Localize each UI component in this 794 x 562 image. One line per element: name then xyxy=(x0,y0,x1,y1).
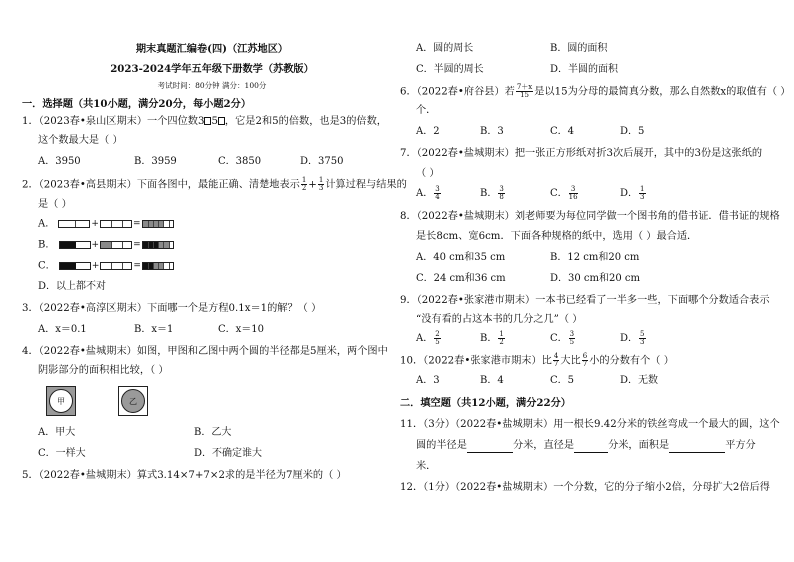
question-11-line3: 米． xyxy=(416,461,437,472)
question-7-line2: （ ） xyxy=(416,168,440,179)
q9-option-d[interactable]: D． $\frac{5}{3}$ xyxy=(620,330,645,346)
q4-option-d[interactable]: D．不确定谁大 xyxy=(194,448,263,459)
q1-text-a: 1．（2023春•泉山区期末）一个四位数3 xyxy=(22,116,205,127)
question-1-stem xyxy=(22,115,387,129)
fraction: $\frac{6}{7}$ xyxy=(582,352,588,368)
q9-option-a[interactable]: A． $\frac{2}{5}$ xyxy=(416,330,440,346)
question-8-stem: 8．（2022春•盐城期末）刘老师要为每位同学做一个图书角的借书证．借书证的规格 xyxy=(400,211,780,222)
question-9-line2: “没有看的占这本书的几分之几”（ ） xyxy=(416,314,583,325)
q6-option-c[interactable]: C．4 xyxy=(550,126,575,137)
question-7-stem: 7．（2022春•盐城期末）把一张正方形纸对折3次后展开，其中的3份是这张纸的 xyxy=(400,148,763,159)
question-11-line2: 圆的半径是 分米，直径是 分米，面积是 平方分 xyxy=(416,440,756,451)
q8-option-d[interactable]: D．30 cm和20 cm xyxy=(550,273,640,284)
q2-option-d[interactable]: D．以上都不对 xyxy=(38,281,107,292)
q10-option-b[interactable]: B．4 xyxy=(480,375,504,386)
bar-third-figure xyxy=(100,220,132,228)
question-2-line2: 是（ ） xyxy=(38,199,72,210)
answer-blank[interactable] xyxy=(574,441,608,453)
exam-meta: 考试时间：80分钟 满分：100分 xyxy=(157,81,267,90)
q6-option-d[interactable]: D．5 xyxy=(620,126,645,137)
q7-option-b[interactable]: B． $\frac{3}{8}$ xyxy=(480,185,504,201)
question-4-line2: 阴影部分的面积相比较，（ ） xyxy=(38,365,169,376)
question-6-line2: 个． xyxy=(416,105,437,116)
q3-option-b[interactable]: B．x＝1 xyxy=(134,324,174,335)
question-3-stem: 3．（2022春•高淳区期末）下面哪一个是方程0.1x＝1的解？（ ） xyxy=(22,303,322,314)
q1-option-a[interactable]: A．3950 xyxy=(38,156,81,167)
q1-option-b[interactable]: B．3959 xyxy=(134,156,177,167)
q2-text-b: 计算过程与结果的 xyxy=(325,179,407,191)
q2-option-b[interactable]: B． + = xyxy=(38,238,174,253)
q5-option-d[interactable]: D．半圆的面积 xyxy=(550,64,619,75)
q10-option-a[interactable]: A．3 xyxy=(416,375,440,386)
bar-half-figure xyxy=(59,262,91,270)
bar-half-figure xyxy=(59,241,91,249)
bar-result-figure xyxy=(142,262,174,270)
q4-option-a[interactable]: A．甲大 xyxy=(38,427,76,438)
q5-option-c[interactable]: C．半圆的周长 xyxy=(416,64,484,75)
bar-result-figure xyxy=(142,241,174,249)
question-4-stem: 4．（2022春•盐城期末）如图，甲图和乙图中两个圆的半径都是5厘米，两个图中 xyxy=(22,346,388,357)
q7-option-a[interactable]: A． $\frac{3}{4}$ xyxy=(416,185,440,201)
bar-half-figure xyxy=(58,220,90,228)
figure-yi-label: 乙 xyxy=(121,389,145,413)
q10-option-d[interactable]: D．无数 xyxy=(620,375,659,386)
blank-box xyxy=(218,117,225,125)
answer-blank[interactable] xyxy=(467,441,513,453)
question-10-stem: 10．（2022春•张家港市期末）比 $\frac{4}{7}$ 大比 $\frac{6}{7}$ 小的分数有个（ ） xyxy=(400,352,674,368)
q10-option-c[interactable]: C．5 xyxy=(550,375,575,386)
q5-option-a[interactable]: A．圆的周长 xyxy=(416,43,474,54)
q1-text-b: 5 xyxy=(211,116,218,127)
q8-option-c[interactable]: C．24 cm和36 cm xyxy=(416,273,506,284)
question-2-stem xyxy=(22,177,407,193)
question-1-line2: 这个数最大是（ ） xyxy=(38,135,123,146)
fraction: $\frac{1}{3}$ xyxy=(318,176,324,192)
question-9-stem: 9．（2022春•张家港市期末）一本书已经看了一半多一些，下面哪个分数适合表示 xyxy=(400,295,770,306)
bar-third-figure xyxy=(100,262,132,270)
q9-option-c[interactable]: C． $\frac{3}{5}$ xyxy=(550,330,575,346)
fraction: $\frac{4}{7}$ xyxy=(553,352,559,368)
q1-text-c: ，它是2和5的倍数，也是3的倍数， xyxy=(224,116,387,127)
right-column xyxy=(400,0,791,562)
fraction: $\frac{7+x}{15}$ xyxy=(516,83,533,99)
q3-option-c[interactable]: C．x＝10 xyxy=(218,324,265,335)
q2-option-c[interactable]: C． + = xyxy=(38,259,174,274)
q4-option-b[interactable]: B．乙大 xyxy=(194,427,232,438)
exam-title: 期末真题汇编卷(四)（江苏地区） xyxy=(135,43,289,55)
q1-option-d[interactable]: D．3750 xyxy=(300,156,344,167)
question-6-stem: 6．（2022春•府谷县）若 $\frac{7+x}{15}$ 是以15为分母的最简真分数，那么自然数x的取值有（ ） xyxy=(400,83,791,99)
q6-option-b[interactable]: B．3 xyxy=(480,126,504,137)
figure-yi xyxy=(118,386,148,416)
q2-text-a: 2．（2023春•高县期末）下面各图中，最能正确、清楚地表示 xyxy=(22,179,300,191)
q9-option-b[interactable]: B． $\frac{1}{2}$ xyxy=(480,330,504,346)
figure-jia-label: 甲 xyxy=(49,389,73,413)
q3-option-a[interactable]: A．x＝0.1 xyxy=(38,324,87,335)
q7-option-c[interactable]: C． $\frac{3}{16}$ xyxy=(550,185,578,201)
q1-option-c[interactable]: C．3850 xyxy=(218,156,262,167)
question-11-stem: 11．（3分）（2022春•盐城期末）用一根长9.42分米的铁丝弯成一个最大的圆，这个 xyxy=(400,419,780,430)
section-fill-heading: 二．填空题（共12小题，满分22分） xyxy=(400,397,571,409)
fraction: $\frac{1}{2}$ xyxy=(301,176,307,192)
question-12-stem: 12．（1分）（2022春•盐城期末）一个分数，它的分子缩小2倍，分母扩大2倍后得 xyxy=(400,482,770,493)
section-choice-heading: 一．选择题（共10小题，满分20分，每小题2分） xyxy=(22,98,252,110)
q5-option-b[interactable]: B．圆的面积 xyxy=(550,43,608,54)
left-column xyxy=(22,0,407,562)
q8-option-a[interactable]: A．40 cm和35 cm xyxy=(416,252,506,263)
answer-blank[interactable] xyxy=(669,441,725,453)
q6-option-a[interactable]: A．2 xyxy=(416,126,440,137)
q8-option-b[interactable]: B．12 cm和20 cm xyxy=(550,252,640,263)
exam-subtitle: 2023-2024学年五年级下册数学（苏教版） xyxy=(110,63,314,75)
q7-option-d[interactable]: D． $\frac{1}{3}$ xyxy=(620,185,645,201)
bar-third-figure xyxy=(100,241,132,249)
figure-jia xyxy=(46,386,76,416)
question-5-stem: 5．（2022春•盐城期末）算式3.14×7+7×2求的是半径为7厘米的（ ） xyxy=(22,470,347,481)
question-8-line2: 是长8cm、宽6cm．下面各种规格的纸中，选用（ ）最合适． xyxy=(416,231,698,242)
plus-sign: + xyxy=(308,179,317,191)
q2-option-a[interactable]: A． + = xyxy=(38,217,174,232)
bar-result-figure xyxy=(142,220,174,228)
q4-option-c[interactable]: C．一样大 xyxy=(38,448,86,459)
